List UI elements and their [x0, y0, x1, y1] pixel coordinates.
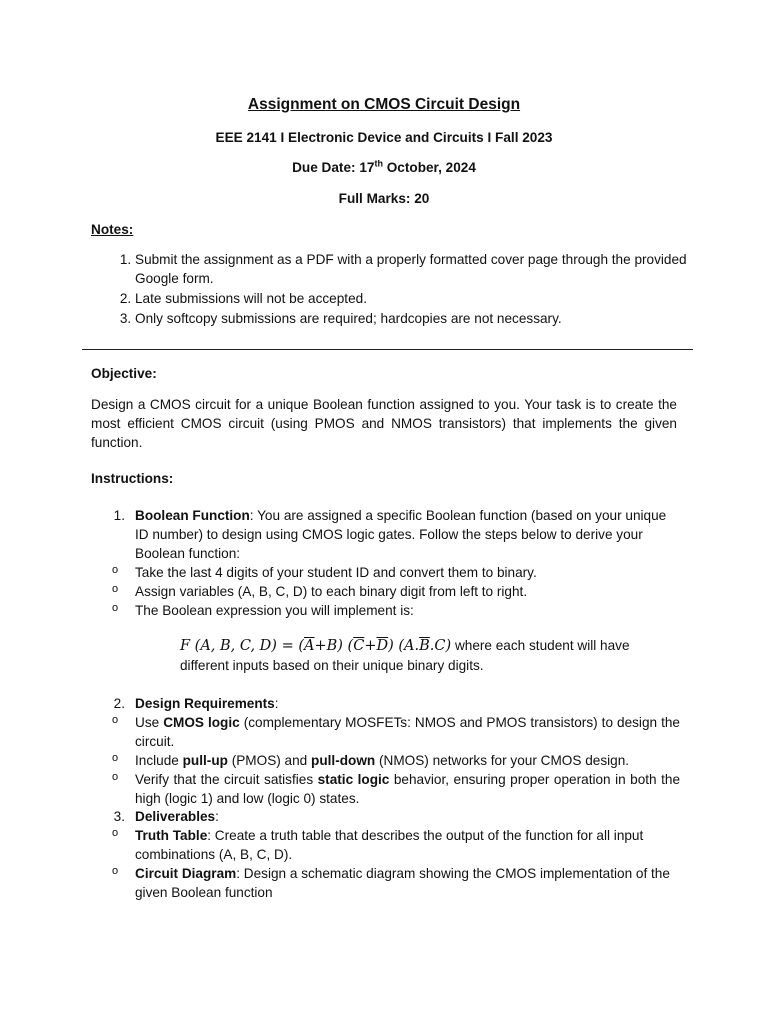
formula-part: +: [364, 638, 377, 654]
formula-part: +B) (: [314, 638, 354, 654]
section-title: Boolean Function: [135, 508, 250, 523]
bullet-item: [90, 864, 680, 902]
bullet-text: Verify that the circuit satisfies: [135, 772, 318, 788]
bullet-bold: CMOS logic: [163, 715, 240, 731]
bullet-list: [90, 713, 680, 808]
formula-part: $\overline{B}$: [419, 638, 430, 654]
bullet-text: : Create a truth table that describes the output of the function for all input combinations (A, B, C, D).: [135, 828, 644, 863]
bullet-list: [90, 563, 680, 620]
section-body: : You are assigned a specific Boolean function (based on your unique ID number) to design using CMOS logic gates. Follow the steps below to derive your Boolean function:: [135, 508, 667, 562]
bullet-icon: o: [112, 583, 119, 596]
section-text: [135, 694, 680, 713]
bullet-item: [90, 582, 680, 601]
bullet-bold: pull-up: [182, 753, 228, 769]
bullet-item: [90, 826, 680, 864]
section-number: 3.: [113, 809, 125, 824]
bullet-icon: o: [112, 865, 119, 878]
formula-part: ) (A.: [388, 638, 420, 654]
due-sup: th: [374, 158, 383, 169]
horizontal-divider: [82, 349, 693, 350]
bullet-text: : Design a schematic diagram showing the CMOS implementation of the given Boolean function: [135, 866, 670, 901]
bullet-text: The Boolean expression you will implement is:: [135, 603, 414, 619]
page-title: Assignment on CMOS Circuit Design: [247, 96, 521, 113]
bullet-text: Use: [135, 715, 164, 731]
bullet-text: (NMOS) networks for your CMOS design.: [375, 753, 630, 769]
bullet-bold: Circuit Diagram: [135, 866, 237, 882]
bullet-icon: o: [112, 752, 119, 765]
bullet-icon: o: [112, 714, 119, 727]
bullet-bold: Truth Table: [135, 828, 208, 844]
section-number: 1.: [113, 508, 125, 523]
objective-text: Design a CMOS circuit for a unique Boolean function assigned to you. Your task is to create the most efficient CMOS circuit (using PMOS and NMOS transistors) that implements the given function.: [91, 397, 677, 451]
objective-heading: Objective:: [91, 366, 157, 381]
course-line: EEE 2141 I Electronic Device and Circuits I Fall 2023: [215, 130, 553, 145]
formula-part: F (A, B, C, D) = (: [180, 638, 304, 654]
formula-expression: [180, 638, 451, 654]
bullet-item: [90, 770, 680, 808]
bullet-list: [90, 826, 680, 902]
bullet-bold: static logic: [317, 772, 390, 788]
section-title: Deliverables: [135, 809, 216, 824]
section-deliverables: [112, 807, 680, 902]
formula-tail: where each student will have different inputs based on their unique binary digits.: [180, 638, 630, 674]
bullet-icon: o: [112, 771, 119, 784]
section-design-requirements: [112, 694, 681, 808]
bullet-icon: o: [112, 564, 119, 577]
boolean-formula: [180, 636, 680, 675]
bullet-text: Include: [135, 753, 183, 769]
bullet-item: [90, 751, 680, 770]
bullet-text: Assign variables (A, B, C, D) to each binary digit from left to right.: [135, 584, 528, 600]
section-colon: :: [274, 696, 279, 711]
bullet-item: [90, 713, 680, 751]
note-item: 1. Submit the assignment as a PDF with a properly formatted cover page through the provided Google form.: [135, 250, 695, 288]
due-prefix: Due Date: 17: [292, 160, 375, 175]
bullet-item: [90, 601, 680, 620]
notes-list: [91, 250, 695, 329]
formula-part: $\overline{C}$: [353, 638, 365, 654]
bullet-text: (PMOS) and: [227, 753, 312, 769]
bullet-text: Take the last 4 digits of your student ID and convert them to binary.: [135, 565, 537, 581]
section-colon: :: [215, 809, 219, 824]
section-title: Design Requirements: [135, 696, 275, 711]
notes-heading: Notes:: [91, 222, 134, 237]
bullet-icon: o: [112, 827, 119, 840]
bullet-item: [90, 563, 680, 582]
section-number: 2.: [113, 696, 125, 711]
note-item: 2. Late submissions will not be accepted.: [135, 289, 695, 308]
note-item: 3. Only softcopy submissions are required; hardcopies are not necessary.: [135, 309, 695, 328]
full-marks: Full Marks: 20: [338, 191, 430, 206]
bullet-text: behavior, ensuring proper operation in both the high (logic 1) and low (logic 0) states.: [135, 772, 681, 807]
bullet-text: (complementary MOSFETs: NMOS and PMOS transistors) to design the circuit.: [135, 715, 680, 750]
section-boolean-function: [112, 506, 680, 620]
formula-part: $\overline{D}$: [376, 638, 389, 654]
bullet-icon: o: [112, 602, 119, 615]
due-date: [0, 158, 768, 177]
section-text: [135, 807, 680, 826]
formula-part: .C): [429, 638, 452, 654]
bullet-bold: pull-down: [311, 753, 376, 769]
formula-part: $\overline{A}$: [304, 638, 315, 654]
section-text: [135, 506, 680, 563]
due-suffix: October, 2024: [382, 160, 476, 175]
instructions-heading: Instructions:: [91, 471, 174, 486]
